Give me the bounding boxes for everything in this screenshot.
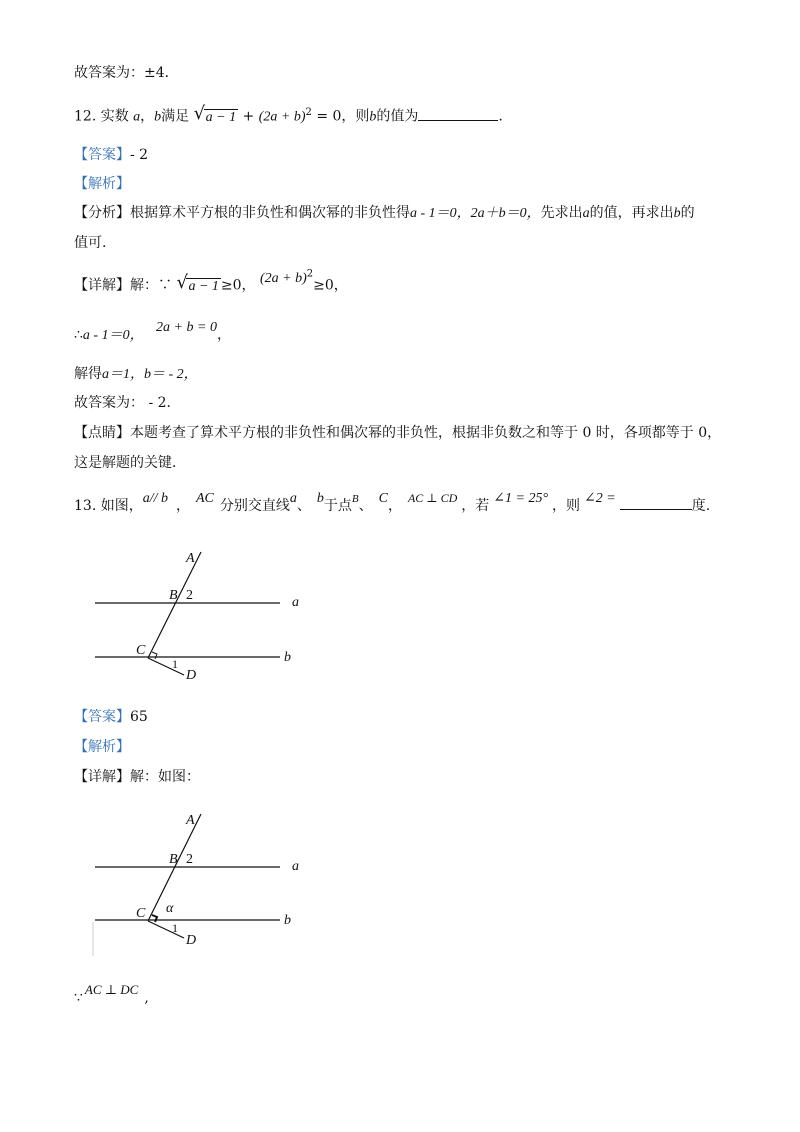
sqrt-expression: √ a − 1: [176, 271, 219, 294]
label-A: A: [186, 551, 195, 566]
line-AC: [148, 552, 201, 658]
label-D: D: [186, 933, 197, 948]
line-CD: [148, 658, 184, 675]
final-answer-12: 故答案为： - 2．: [74, 395, 181, 411]
question-13: 13. 如图，a// b ， AC 分别交直线a、 b于点$^B$、 C， AC ⊥ CD ，若 ∠1 = 25° ，则 ∠2 = 度.: [74, 491, 711, 514]
dianjing-12: 【点睛】本题考查了算术平方根的非负性和偶次幂的非负性，根据非负数之和等于 0 时，各项都等于 0，: [74, 425, 722, 441]
label-angle-1: 1: [172, 657, 178, 671]
sqrt-expression: √ a − 1: [193, 102, 237, 125]
xiangjie-12: 【详解】解：∵ √ a − 1 ≥0， $(2a + b)^2\ge 0$，: [74, 272, 348, 297]
line-CD: [148, 921, 184, 938]
label-angle-2: 2: [186, 588, 193, 603]
label-C: C: [136, 643, 146, 658]
figure-parallel-lines-2: [90, 810, 320, 960]
fenxi-12: 【分析】根据算术平方根的非负性和偶次幂的非负性得a - 1＝0，2a＋b＝0，先求出a的值，再求出b的: [74, 205, 695, 221]
therefore-12: ∴a - 1＝0， 2a + b = 0，: [74, 320, 231, 343]
analysis-tag-13: 【解析】: [74, 739, 130, 755]
label-a: a: [292, 859, 299, 874]
label-A: A: [186, 813, 195, 828]
answer-blank: [620, 495, 692, 510]
right-angle-mark: [152, 915, 157, 922]
answer-blank: [418, 106, 498, 121]
label-alpha: α: [166, 901, 174, 916]
dianjing-12-line2: 这是解题的关键．: [74, 455, 186, 471]
label-b: b: [284, 913, 291, 928]
label-b: b: [284, 650, 291, 665]
label-angle-2: 2: [186, 852, 193, 867]
answer-13: 【答案】65: [74, 709, 148, 725]
label-B: B: [169, 588, 178, 603]
figure-parallel-lines-1: [90, 548, 320, 688]
label-C: C: [136, 906, 146, 921]
label-D: D: [186, 668, 197, 683]
label-angle-1: 1: [172, 921, 178, 935]
label-B: B: [169, 852, 178, 867]
right-angle-mark: [152, 652, 157, 659]
label-a: a: [292, 595, 299, 610]
solve-12: 解得a＝1，b＝ - 2，: [74, 366, 198, 382]
prev-answer-line: 故答案为：±4．: [74, 65, 179, 81]
xiangjie-13: 【详解】解：如图：: [74, 769, 200, 785]
analysis-tag-12: 【解析】: [74, 176, 130, 192]
question-12: 12. 实数 a，b满足 √ $a - 1 + (2a + b)^2 = 0$，则b的值为 .: [74, 103, 503, 128]
fenxi-12-line2: 值可.: [74, 235, 107, 251]
answer-12: 【答案】- 2: [74, 147, 149, 163]
because-13: ∵AC ⊥ DC,: [74, 982, 149, 1006]
